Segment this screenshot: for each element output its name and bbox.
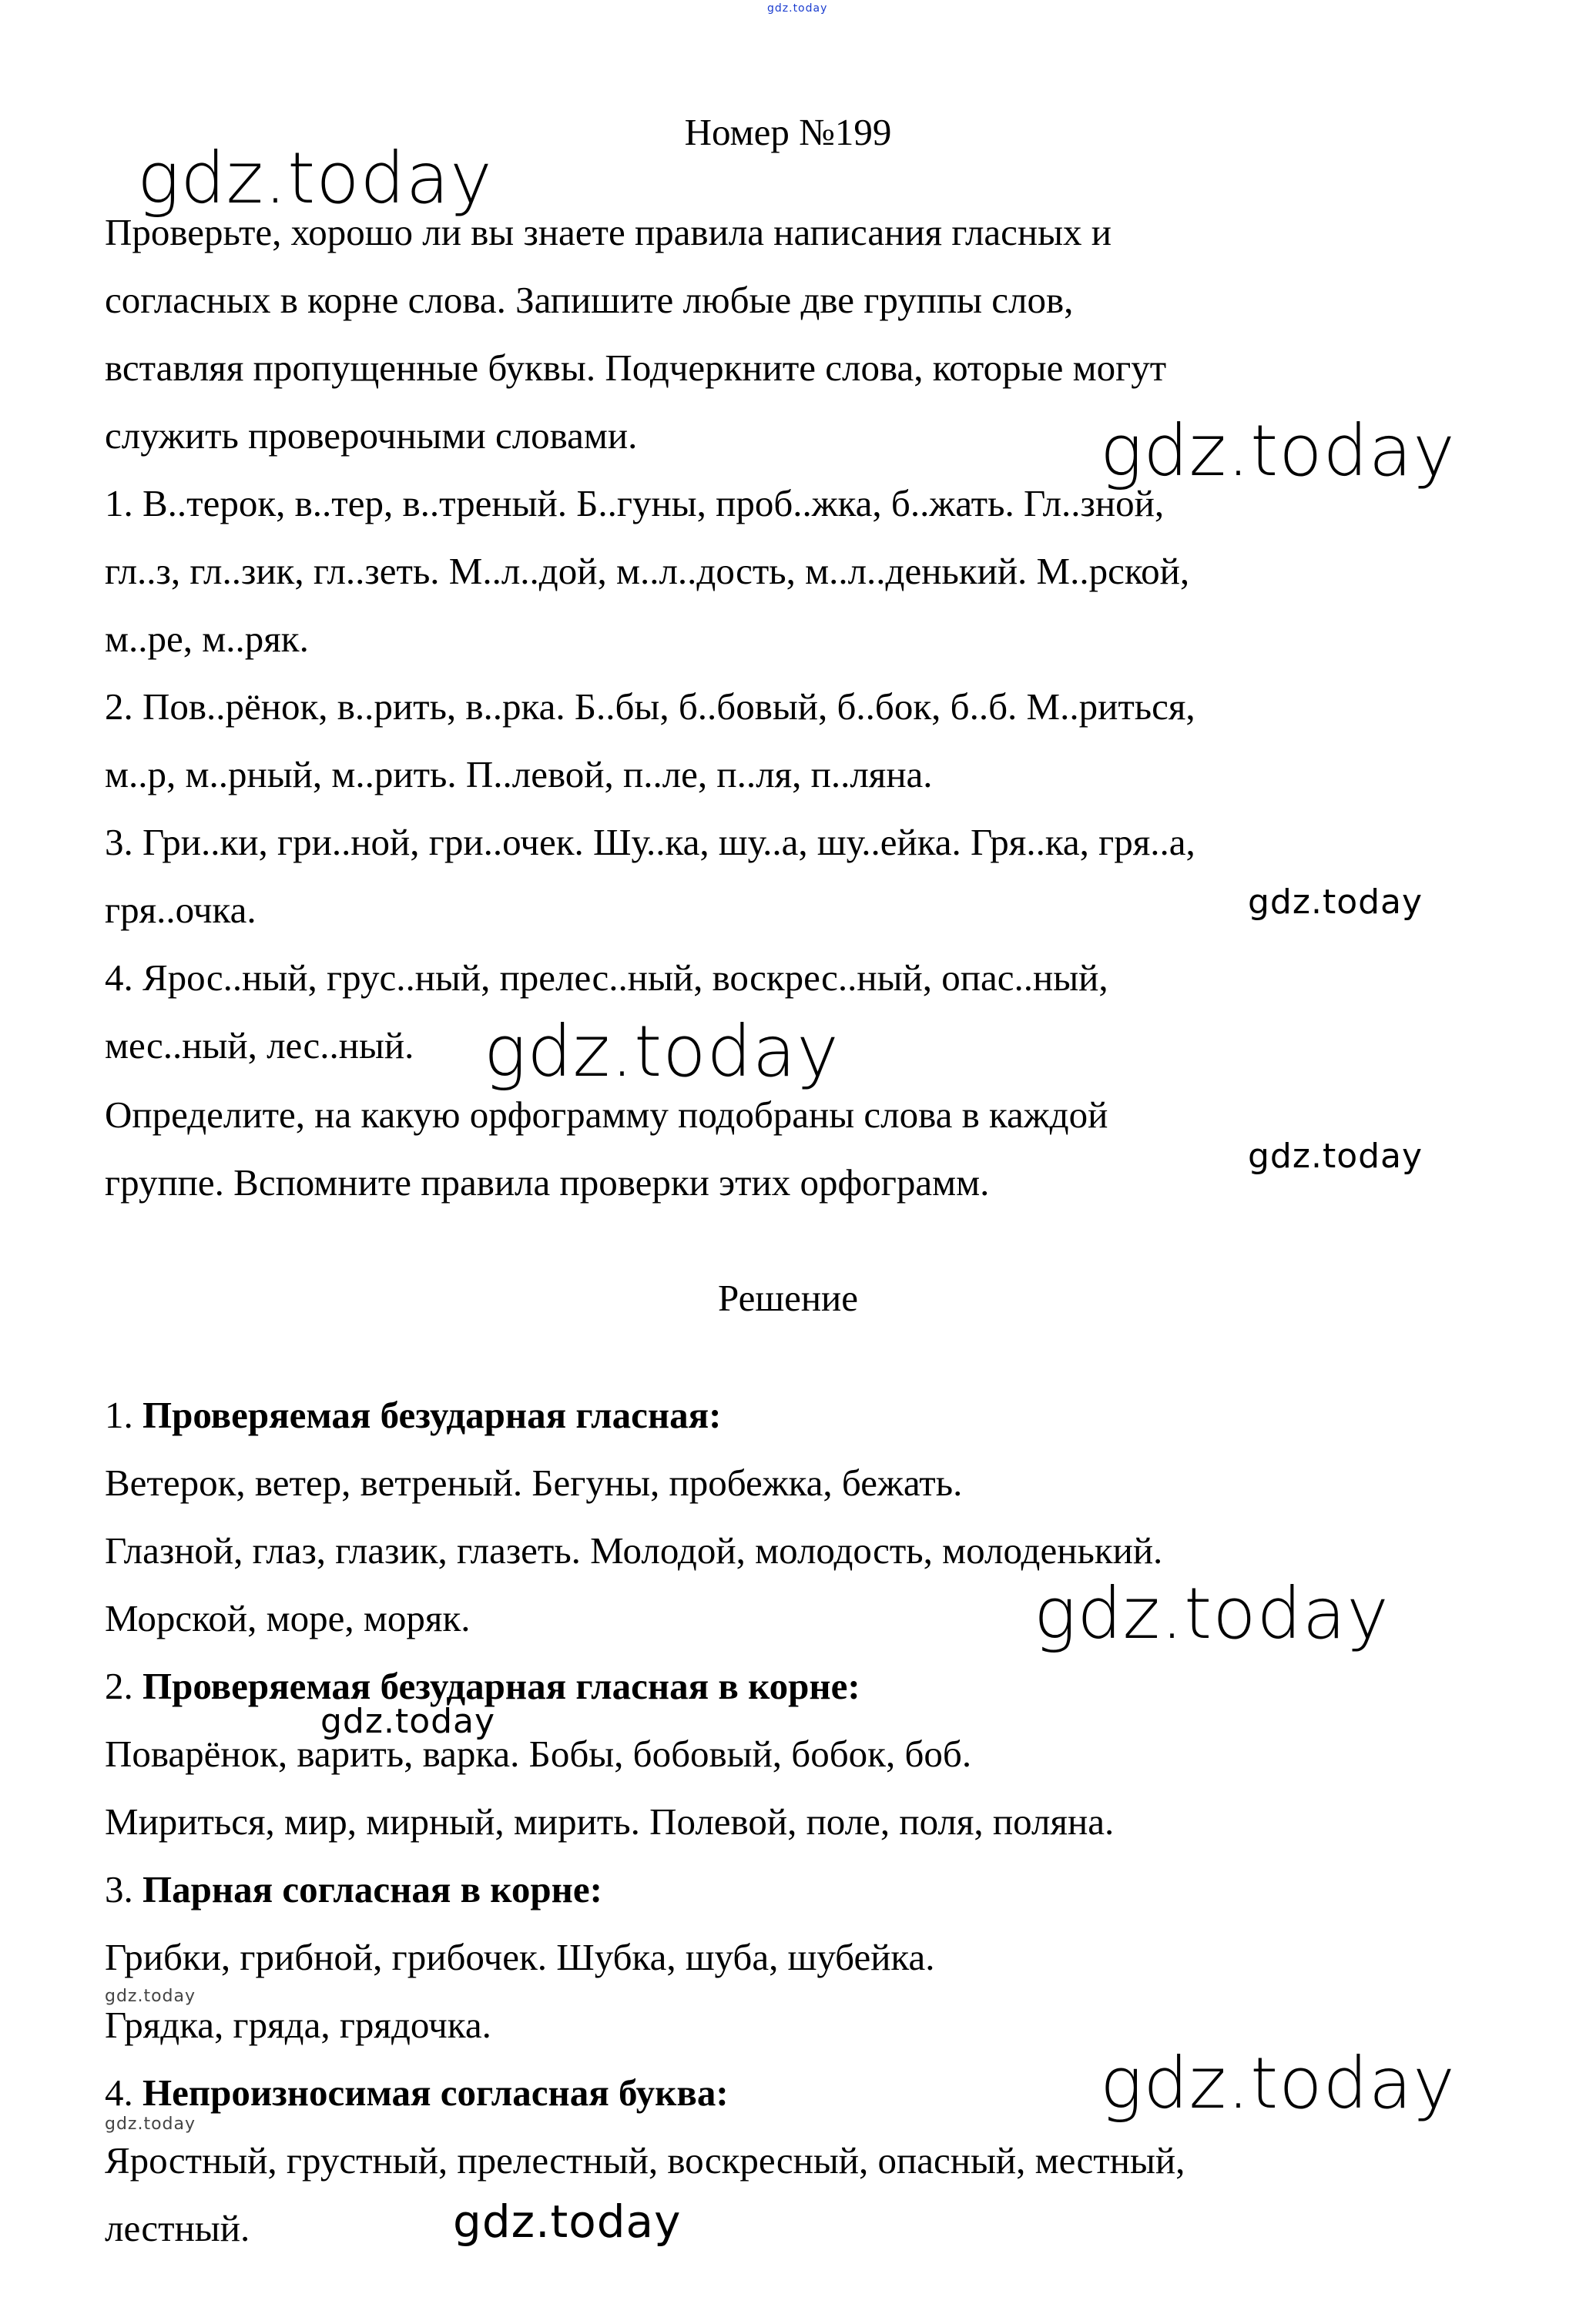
solution-line: Морской, море, моряк.: [105, 1597, 471, 1639]
solution-section-number: 4.: [105, 2071, 133, 2114]
page-title: Номер №199: [684, 111, 892, 153]
solution-heading: Решение: [717, 1277, 859, 1319]
solution-line: лестный.: [105, 2207, 250, 2249]
task-intro-line: служить проверочными словами.: [105, 414, 638, 457]
task-intro-line: вставляя пропущенные буквы. Подчеркните слова, которые могут: [105, 347, 1167, 389]
solution-line: Глазной, глаз, глазик, глазеть. Молодой, молодость, молоденький.: [105, 1529, 1163, 1572]
watermark: gdz.today: [1100, 2042, 1456, 2125]
solution-section-label: Проверяемая безударная гласная в корне:: [143, 1665, 860, 1707]
solution-section-label: Непроизносимая согласная буква:: [143, 2071, 729, 2114]
solution-line: Грядка, гряда, грядочка.: [105, 2004, 491, 2046]
watermark: gdz.today: [1100, 410, 1456, 492]
watermark: gdz.today: [484, 1010, 840, 1093]
watermark: gdz.today: [1248, 882, 1423, 922]
task-intro-line: согласных в корне слова. Запишите любые две группы слов,: [105, 279, 1074, 321]
watermark: gdz.today: [1248, 1137, 1423, 1176]
solution-line: Грибки, грибной, грибочек. Шубка, шуба, шубейка.: [105, 1936, 935, 1978]
task-group-line: м..р, м..рный, м..рить. П..левой, п..ле, п..ля, п..ляна.: [105, 753, 933, 795]
solution-section-number: 2.: [105, 1665, 133, 1707]
task-outro-line: Определите, на какую орфограмму подобраны слова в каждой: [105, 1093, 1108, 1136]
solution-line: Мириться, мир, мирный, мирить. Полевой, поле, поля, поляна.: [105, 1800, 1115, 1843]
task-group-line: 4. Ярос..ный, грус..ный, прелес..ный, воскрес..ный, опас..ный,: [105, 956, 1108, 999]
task-group-line: гря..очка.: [105, 889, 257, 931]
solution-section-label: Проверяемая безударная гласная:: [143, 1394, 722, 1436]
solution-line: Яростный, грустный, прелестный, воскресный, опасный, местный,: [105, 2139, 1185, 2182]
solution-line: Поварёнок, варить, варка. Бобы, бобовый, бобок, боб.: [105, 1733, 972, 1775]
task-group-line: мес..ный, лес..ный.: [105, 1024, 414, 1067]
task-group-line: 1. В..терок, в..тер, в..треный. Б..гуны, проб..жка, б..жать. Гл..зной,: [105, 482, 1165, 524]
task-intro-line: Проверьте, хорошо ли вы знаете правила написания гласных и: [105, 211, 1112, 253]
solution-section-title: [105, 1392, 721, 1438]
solution-section-title: [105, 2070, 729, 2116]
watermark: gdz.today: [453, 2195, 682, 2248]
solution-section-number: 3.: [105, 1868, 133, 1910]
watermark: gdz.today: [320, 1702, 496, 1741]
task-group-line: гл..з, гл..зик, гл..зеть. М..л..дой, м..л..дость, м..л..денький. М..рской,: [105, 550, 1190, 592]
watermark: gdz.today: [767, 2, 828, 15]
watermark: gdz.today: [1034, 1572, 1390, 1655]
task-outro-line: группе. Вспомните правила проверки этих орфограмм.: [105, 1161, 990, 1204]
task-group-line: м..ре, м..ряк.: [105, 618, 309, 660]
solution-section-label: Парная согласная в корне:: [143, 1868, 602, 1910]
solution-section-title: [105, 1867, 602, 1913]
solution-section-number: 1.: [105, 1394, 133, 1436]
watermark: gdz.today: [105, 2115, 196, 2134]
task-group-line: 3. Гри..ки, гри..ной, гри..очек. Шу..ка, шу..а, шу..ейка. Гря..ка, гря..а,: [105, 821, 1195, 863]
watermark: gdz.today: [137, 137, 493, 219]
solution-line: Ветерок, ветер, ветреный. Бегуны, пробежка, бежать.: [105, 1462, 963, 1504]
task-group-line: 2. Пов..рёнок, в..рить, в..рка. Б..бы, б..бовый, б..бок, б..б. М..риться,: [105, 685, 1195, 728]
watermark: gdz.today: [105, 1987, 196, 2006]
